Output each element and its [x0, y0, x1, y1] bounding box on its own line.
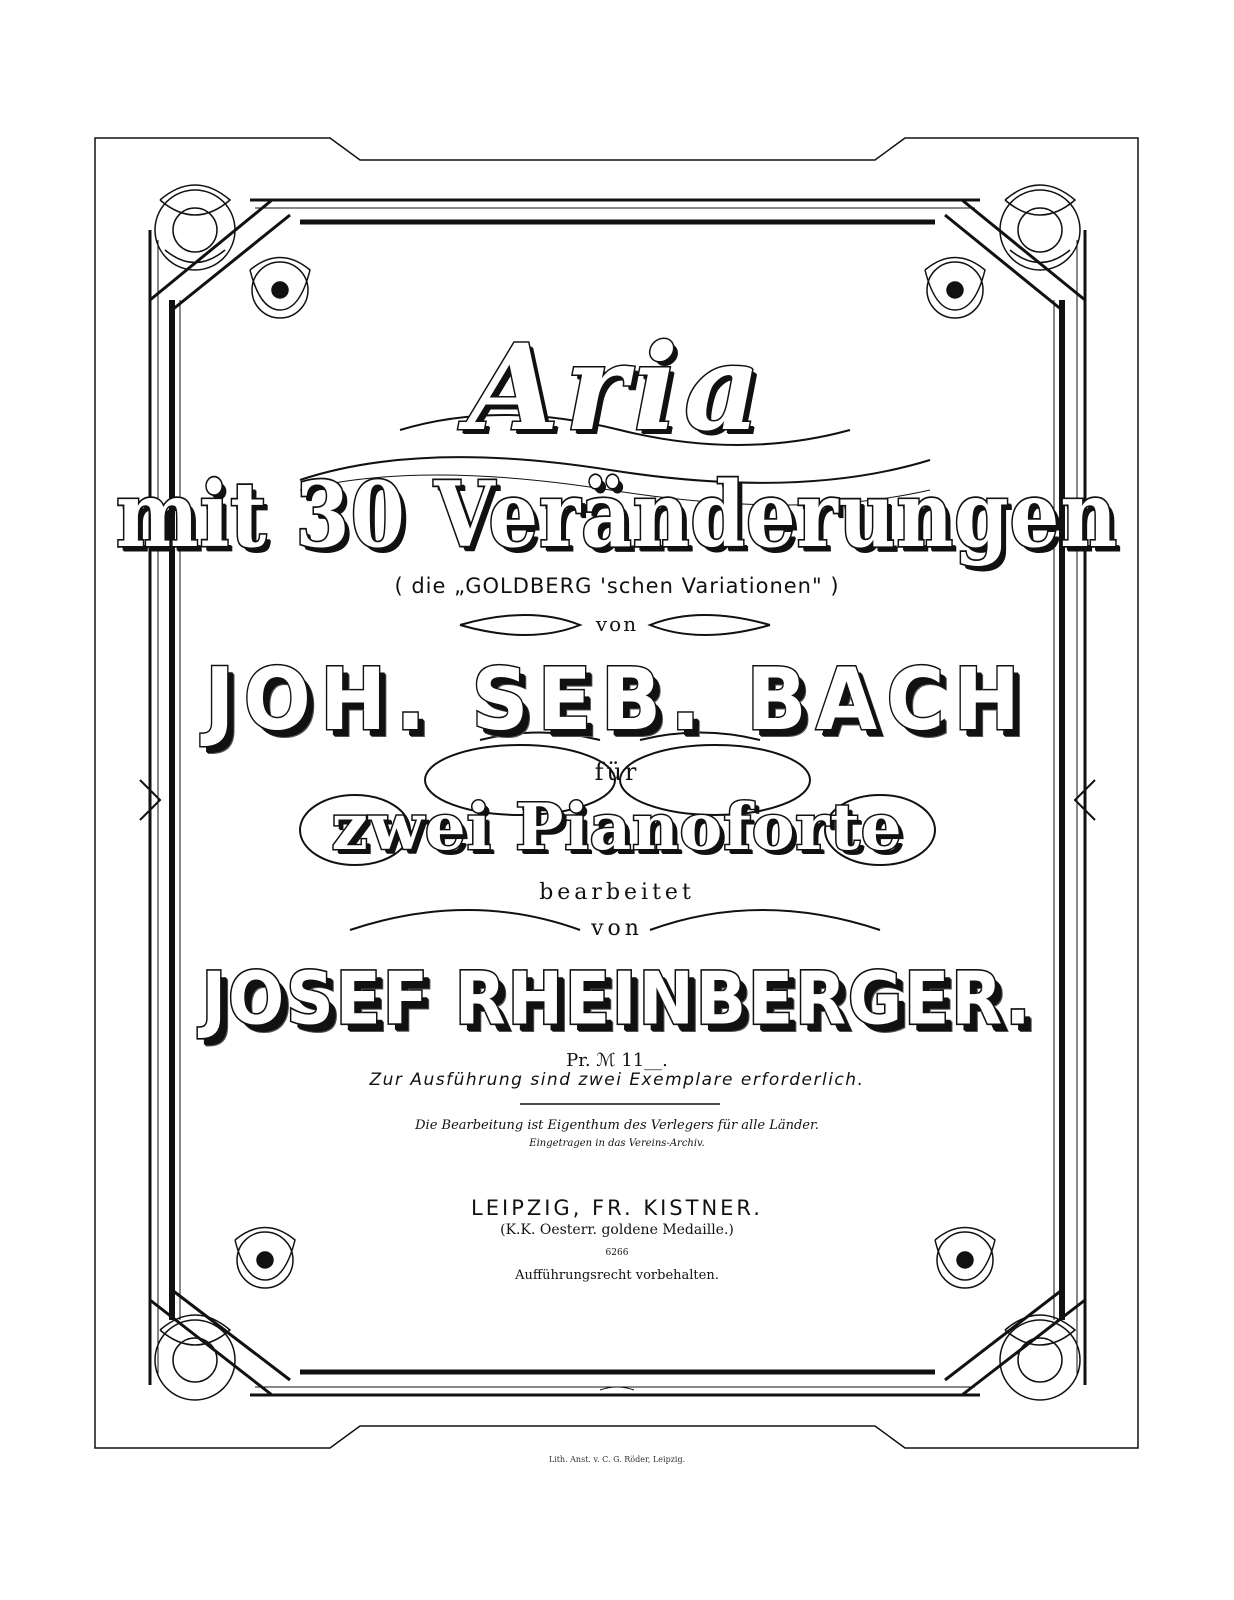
corner-ornament-top-left — [155, 185, 310, 318]
von-label: von — [595, 612, 639, 636]
medal-note: (K.K. Oesterr. goldene Medaille.) — [500, 1222, 734, 1238]
plate-number: 6266 — [605, 1248, 629, 1258]
registration-notice: Eingetragen in das Vereins-Archiv. — [529, 1138, 705, 1149]
rights-notice: Die Bearbeitung ist Eigenthum des Verlegers für alle Länder. — [415, 1118, 819, 1133]
title-main: Aria — [467, 318, 767, 457]
performance-rights: Aufführungsrecht vorbehalten. — [515, 1268, 719, 1283]
title-subtitle: mit 30 Veränderungen — [116, 463, 1118, 568]
publisher-name: LEIPZIG, FR. KISTNER. — [471, 1196, 763, 1220]
corner-ornament-top-right — [925, 185, 1080, 318]
arranger-name: JOSEF RHEINBERGER. — [201, 956, 1033, 1041]
bearbeitet-label: bearbeitet — [539, 880, 695, 905]
price: Pr. ℳ 11__. — [566, 1050, 668, 1071]
composer-name: JOH. SEB. BACH — [204, 650, 1030, 750]
goldberg-note: ( die „GOLDBERG 'schen Variationen" ) — [394, 574, 840, 598]
von-label-2: von — [591, 916, 643, 941]
instrument-title: zwei Pianoforte — [331, 790, 903, 865]
performance-note: Zur Ausführung sind zwei Exemplare erforderlich. — [369, 1070, 865, 1090]
printer-credit: Lith. Anst. v. C. G. Röder, Leipzig. — [548, 1455, 686, 1464]
fuer-label: für — [594, 758, 640, 786]
